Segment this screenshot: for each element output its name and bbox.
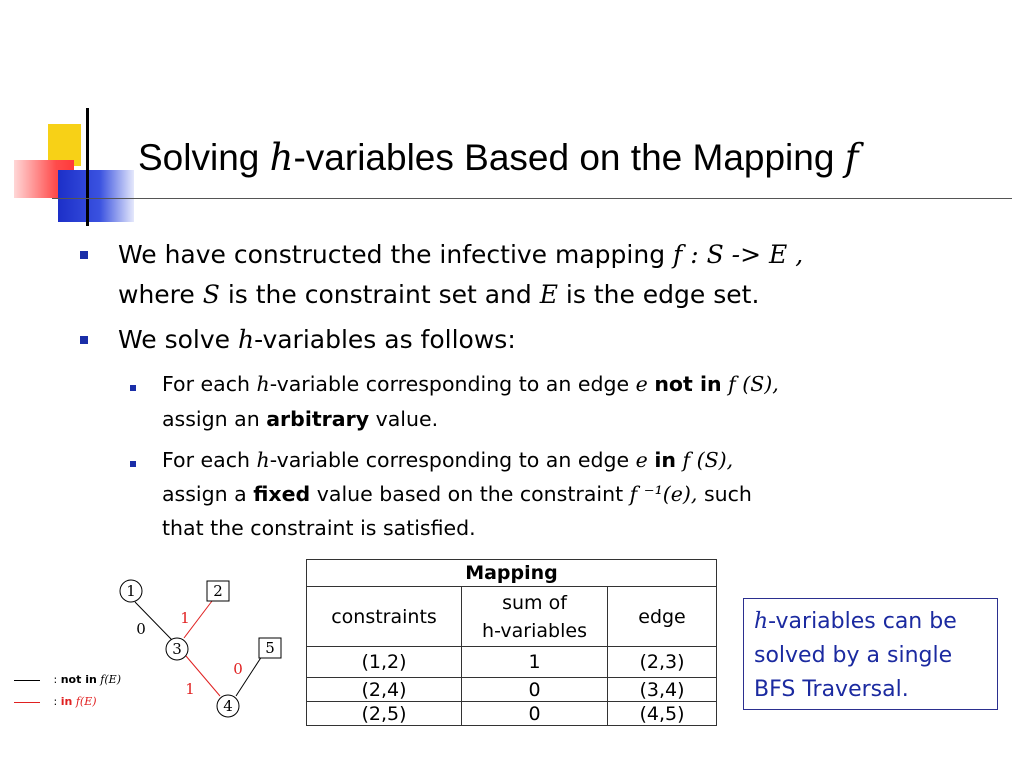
bold-fixed: fixed <box>253 482 311 506</box>
edge-label-1-red: 1 <box>185 680 195 698</box>
edge-label-0: 0 <box>136 620 146 638</box>
decor-blue-block <box>58 170 134 222</box>
bullet-text: assign a <box>162 482 254 506</box>
col-header-sum <box>462 587 608 647</box>
sub-bullet-marker <box>130 385 136 391</box>
cell-constraint: (1,2) <box>307 647 462 678</box>
math-h: h <box>256 372 270 396</box>
cell-edge: (3,4) <box>608 678 717 702</box>
edge-label-1: 1 <box>180 609 190 627</box>
bold-not-in: not in <box>654 372 722 396</box>
bullet-text: value based on the constraint <box>310 482 630 506</box>
math-E: E <box>539 280 558 309</box>
title-h: h <box>269 136 294 179</box>
legend-math: f(E) <box>75 695 97 708</box>
legend-sep: : <box>53 673 58 686</box>
table-header <box>307 560 717 587</box>
bullet-text: We solve <box>118 325 238 354</box>
bullet-text: where <box>118 280 203 309</box>
bullet-text: is the edge set. <box>557 280 760 309</box>
edge-label-0-red: 0 <box>233 660 243 678</box>
sub-bullet-2-line-1 <box>162 443 733 477</box>
math-h: h <box>237 325 255 354</box>
bullet-text: -variable corresponding to an edge <box>269 372 636 396</box>
math-fs: f (S), <box>728 372 779 396</box>
sub-bullet-1-line-2 <box>162 402 438 436</box>
table-title: Mapping <box>465 562 558 584</box>
node-3-label: 3 <box>172 640 182 658</box>
bullet-text: such <box>697 482 752 506</box>
bullet-1-line-2 <box>118 276 759 314</box>
cell-edge: (4,5) <box>608 702 717 726</box>
legend-math: f(E) <box>100 673 121 686</box>
legend-in <box>14 695 97 708</box>
legend-sep: : <box>53 695 58 708</box>
bullet-text: We have constructed the infective mapping <box>118 240 674 269</box>
title-post: -variables Based on the Mapping <box>293 137 845 178</box>
info-text: -variables can be <box>768 609 957 634</box>
bullet-marker <box>80 336 88 344</box>
bullet-text: For each <box>162 448 257 472</box>
table-row <box>307 647 717 678</box>
math-e: e <box>635 448 648 472</box>
bullet-text: value. <box>369 407 439 431</box>
info-line-3: BFS Traversal. <box>754 677 909 702</box>
cell-sum: 0 <box>462 702 608 726</box>
node-2-label: 2 <box>213 582 223 600</box>
cell-constraint: (2,5) <box>307 702 462 726</box>
edge-hidden <box>143 593 212 596</box>
info-line-1 <box>754 605 997 639</box>
slide-title <box>138 136 858 179</box>
title-pre: Solving <box>138 137 270 178</box>
node-1-label: 1 <box>126 582 136 600</box>
title-underline <box>52 198 1012 199</box>
col-header-constraints: constraints <box>307 587 462 647</box>
math-f-inverse: f ⁻¹(e), <box>629 482 698 506</box>
info-box <box>743 598 998 710</box>
legend-not-in-label: not in <box>60 673 97 686</box>
cell-sum: 1 <box>462 647 608 678</box>
math-mapping: f : S -> E , <box>673 240 804 269</box>
col-header-edge: edge <box>608 587 717 647</box>
decor-vertical-line <box>86 108 89 226</box>
legend-in-label: in <box>60 695 73 708</box>
table-row <box>307 702 717 726</box>
math-h: h <box>754 609 769 634</box>
bullet-text: -variable corresponding to an edge <box>269 448 636 472</box>
sub-bullet-marker <box>130 461 136 467</box>
mapping-table <box>306 559 717 726</box>
node-5-label: 5 <box>265 639 275 657</box>
legend-not-in <box>14 673 121 686</box>
cell-sum: 0 <box>462 678 608 702</box>
node-4-label: 4 <box>223 697 233 715</box>
legend-red-line <box>14 702 40 703</box>
sub-bullet-1-line-1 <box>162 367 779 401</box>
bold-arbitrary: arbitrary <box>266 407 370 431</box>
math-e: e <box>635 372 648 396</box>
bold-in: in <box>654 448 676 472</box>
info-line-2: solved by a single <box>754 643 953 668</box>
bullet-text: is the constraint set and <box>219 280 540 309</box>
col-sum-line1: sum of <box>502 591 567 614</box>
bullet-2 <box>118 321 516 359</box>
cell-constraint: (2,4) <box>307 678 462 702</box>
sub-bullet-2-line-3: that the constraint is satisfied. <box>162 516 476 540</box>
bullet-text: -variables as follows: <box>254 325 516 354</box>
table-row <box>307 678 717 702</box>
math-h: h <box>256 448 270 472</box>
bullet-1-line-1 <box>118 236 803 274</box>
bullet-text: For each <box>162 372 257 396</box>
bullet-marker <box>80 251 88 259</box>
math-fs: f (S), <box>682 448 734 472</box>
legend-black-line <box>14 680 40 681</box>
math-S: S <box>202 280 220 309</box>
cell-edge: (2,3) <box>608 647 717 678</box>
title-f: f <box>844 136 859 179</box>
sub-bullet-2-line-2 <box>162 477 752 511</box>
bullet-text: assign an <box>162 407 267 431</box>
col-sum-line2: h-variables <box>482 619 587 642</box>
